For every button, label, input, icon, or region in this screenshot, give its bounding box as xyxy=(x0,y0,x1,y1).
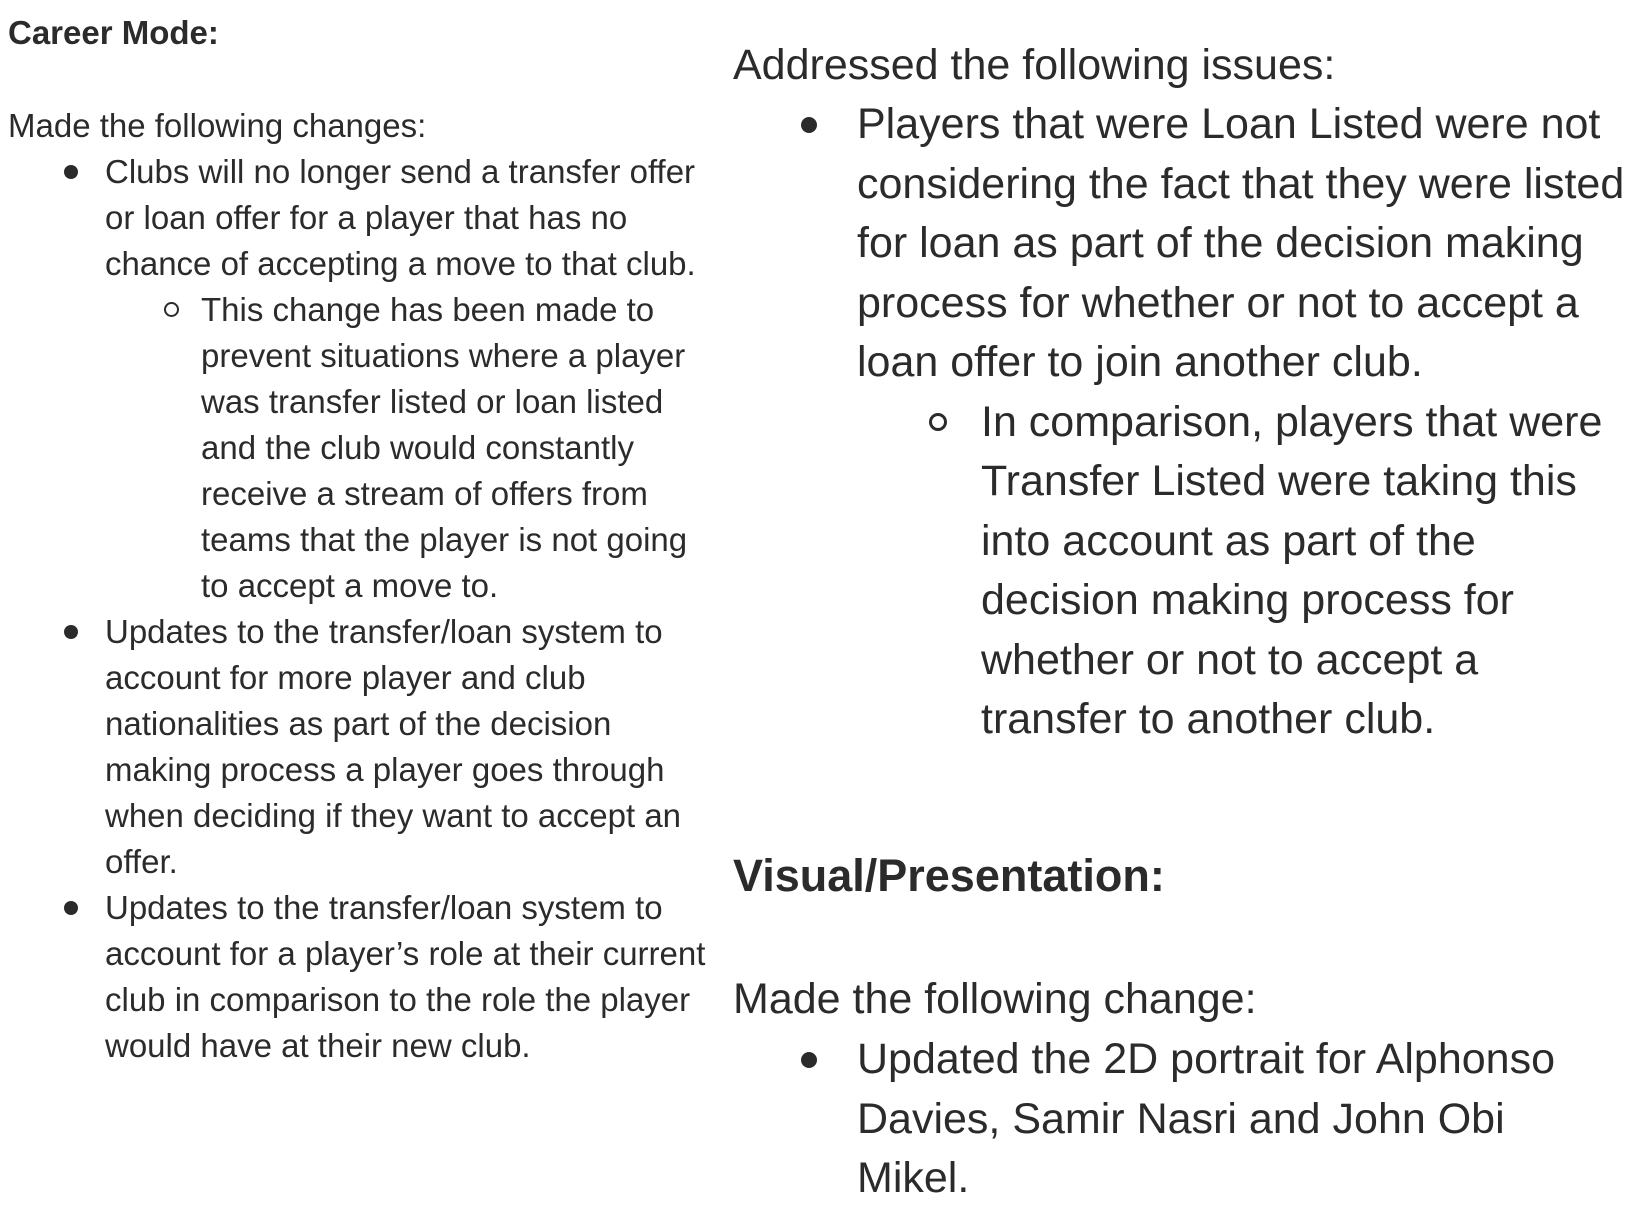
bullet-icon xyxy=(801,1052,817,1068)
list-item xyxy=(105,149,715,609)
sub-list xyxy=(201,287,715,609)
list-item-text: Updates to the transfer/loan system to account for more player and club nationalities as part of the decision making process a player goes through when deciding if they want to accept an offer. xyxy=(105,613,682,880)
changes-list xyxy=(105,149,715,1069)
change-list xyxy=(857,1030,1627,1209)
section-heading-visual-presentation: Visual/Presentation: xyxy=(733,850,1165,901)
section-heading-career-mode: Career Mode: xyxy=(8,14,219,51)
hollow-bullet-icon xyxy=(929,413,947,431)
list-item-text: Players that were Loan Listed were not considering the fact that they were listed for loan as part of the decision making process for whether or not to accept a loan offer to join another club. xyxy=(857,100,1625,386)
changes-intro: Made the following changes: xyxy=(8,107,427,144)
issues-list xyxy=(857,95,1627,750)
change-intro: Made the following change: xyxy=(733,975,1257,1023)
sub-list-item-text: This change has been made to prevent situations where a player was transfer listed or loan listed and the club would constantly receive a stream of offers from teams that the player is not going to accept a move to. xyxy=(201,291,688,604)
list-item-text: Updates to the transfer/loan system to account for a player’s role at their current club in comparison to the role the player would have at their new club. xyxy=(105,889,706,1064)
list-item xyxy=(857,1030,1627,1209)
list-item xyxy=(105,885,715,1069)
sub-list-item xyxy=(981,393,1627,750)
bullet-icon xyxy=(64,165,78,179)
bullet-icon xyxy=(64,901,78,915)
list-item xyxy=(105,609,715,885)
list-item-text: Clubs will no longer send a transfer offer or loan offer for a player that has no chance of accepting a move to that club. xyxy=(105,153,696,282)
list-item xyxy=(857,95,1627,750)
issues-intro: Addressed the following issues: xyxy=(733,41,1336,89)
bullet-icon xyxy=(64,625,78,639)
sub-list-item xyxy=(201,287,715,609)
sub-list-item-text: In comparison, players that were Transfer Listed were taking this into account as part of the decision making process for whether or not to accept a transfer to another club. xyxy=(981,397,1603,743)
sub-list xyxy=(981,393,1627,750)
list-item-text: Updated the 2D portrait for Alphonso Davies, Samir Nasri and John Obi Mikel. xyxy=(857,1035,1555,1202)
bullet-icon xyxy=(801,117,817,133)
hollow-bullet-icon xyxy=(164,302,179,317)
